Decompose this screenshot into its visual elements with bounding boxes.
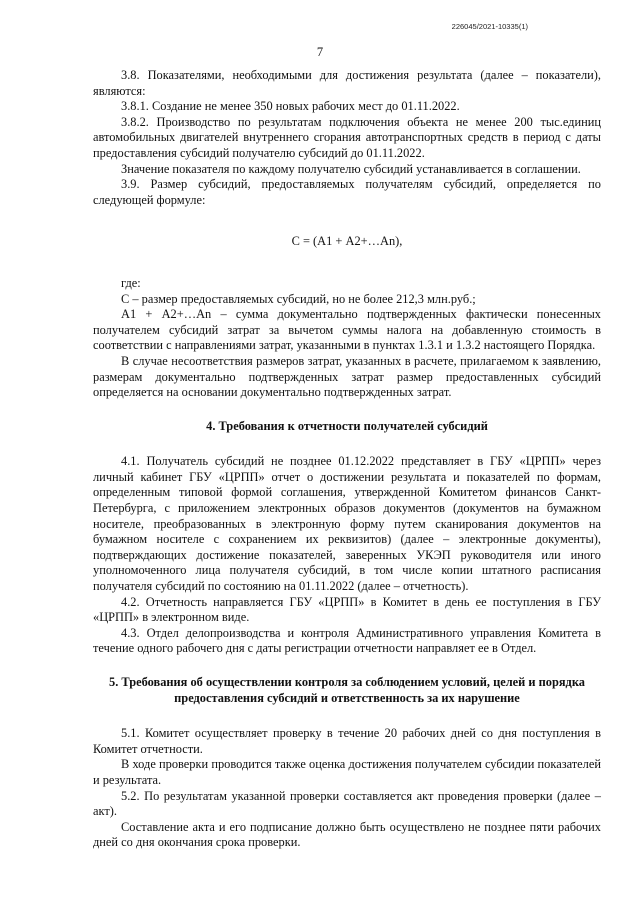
- formula: С = (А1 + А2+…Аn),: [291, 234, 403, 249]
- paragraph-a-definition: А1 + А2+…Аn – сумма документально подтвержденных фактически понесенных получателем субсидий затрат за вычетом суммы налога на добавленную стоимость в соответствии с направлениями затрат, указанными в пунктах 1.3.1 и 1.3.2 настоящего Порядка.: [93, 307, 601, 353]
- document-number: 226045/2021-10335(1): [451, 22, 528, 31]
- paragraph-3-8-2: 3.8.2. Производство по результатам подключения объекта не менее 200 тыс.единиц автомобильных двигателей внутреннего сгорания автотранспортных средств в период с даты предоставления субсидий получателю субсидий до 01.11.2022.: [93, 114, 601, 160]
- section-heading-5: 5. Требования об осуществлении контроля за соблюдением условий, целей и порядка предоставления субсидий и ответственность за их нарушение: [109, 675, 585, 705]
- section-heading-4: 4. Требования к отчетности получателей субсидий: [206, 418, 488, 433]
- paragraph-5-2: 5.2. По результатам указанной проверки составляется акт проведения проверки (далее – акт).: [93, 788, 601, 819]
- paragraph-act-signing: Составление акта и его подписание должно быть осуществлено не позднее пяти рабочих дней со дня окончания срока проверки.: [93, 819, 601, 850]
- paragraph-3-9: 3.9. Размер субсидий, предоставляемых получателям субсидий, определяется по следующей формуле:: [93, 177, 601, 207]
- paragraph-3-8-1: 3.8.1. Создание не менее 350 новых рабочих мест до 01.11.2022.: [121, 99, 460, 114]
- paragraph-4-2: 4.2. Отчетность направляется ГБУ «ЦРПП» в Комитет в день ее поступления в ГБУ «ЦРПП» в электронном виде.: [93, 594, 601, 625]
- paragraph-5-1: 5.1. Комитет осуществляет проверку в течение 20 рабочих дней со дня поступления в Комитет отчетности.: [93, 726, 601, 756]
- paragraph-c-definition: С – размер предоставляемых субсидий, но не более 212,3 млн.руб.;: [121, 291, 476, 306]
- document-body: [93, 68, 601, 851]
- paragraph-assessment: В ходе проверки проводится также оценка достижения получателем субсидии показателей и результата.: [93, 757, 601, 787]
- paragraph-3-8: 3.8. Показателями, необходимыми для достижения результата (далее – показатели), являются:: [93, 68, 601, 98]
- paragraph-4-1: 4.1. Получатель субсидий не позднее 01.12.2022 представляет в ГБУ «ЦРПП» через личный кабинет ГБУ «ЦРПП» отчет о достижении результата и показателей по формам, определенным типовой формой соглашения, утвержденной Комитетом финансов Санкт-Петербурга, с приложением электронных образов документов (документов на бумажном носителе, преобразованных в электронную форму путем сканирования документов на бумажном носителе с сохранением их реквизитов) (далее – электронные документы), подтверждающих достижение показателей, заверенных УКЭП руководителя или иного уполномоченного лица получателя субсидий, в том числе копии штатного расписания получателя субсидий по состоянию на 01.11.2022 (далее – отчетность).: [93, 454, 601, 594]
- paragraph-where: где:: [121, 275, 141, 290]
- paragraph-mismatch: В случае несоответствия размеров затрат, указанных в расчете, прилагаемом к заявлению, размерам документально подтвержденных затрат размер предоставленных субсидий определяется на основании документально подтвержденных затрат.: [93, 353, 601, 400]
- page-number: 7: [316, 45, 324, 59]
- paragraph-4-3: 4.3. Отдел делопроизводства и контроля Административного управления Комитета в течение одного рабочего дня с даты регистрации отчетности направляет ее в Отдел.: [93, 625, 601, 656]
- paragraph-indicator-value: Значение показателя по каждому получателю субсидий устанавливается в соглашении.: [121, 161, 581, 176]
